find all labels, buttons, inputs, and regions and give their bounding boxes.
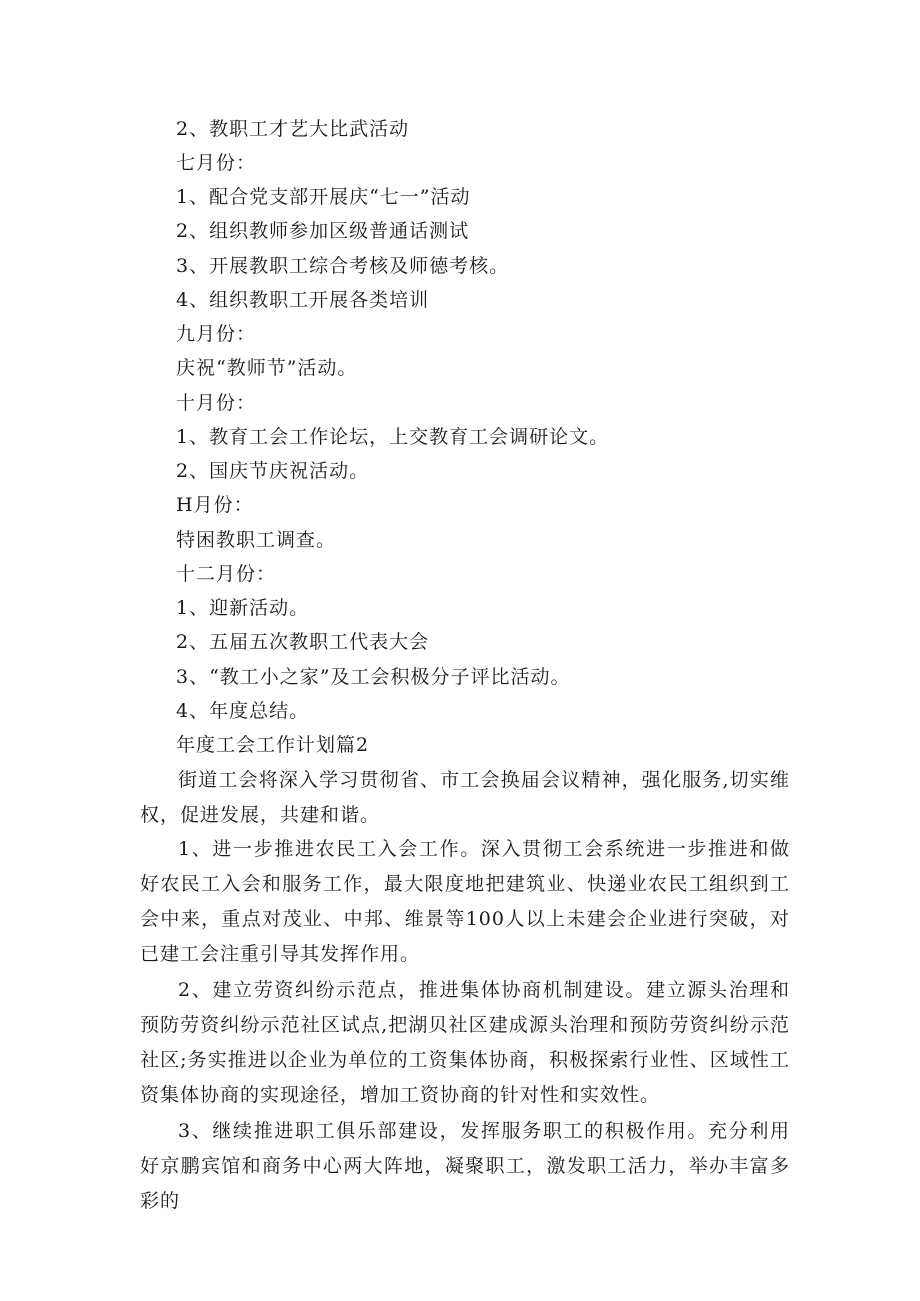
list-item: 1、教育工会工作论坛，上交教育工会调研论文。 <box>176 426 610 448</box>
body-paragraph: 3、继续推进职工俱乐部建设，发挥服务职工的积极作用。充分利用好京鹏宾馆和商务中心两大阵地，凝聚职工，激发职工活力，举办丰富多彩的 <box>140 1120 790 1212</box>
list-item: 1、迎新活动。 <box>176 597 310 619</box>
section-title: 年度工会工作计划篇2 <box>176 734 370 756</box>
list-item: 庆祝“教师节”活动。 <box>176 357 358 379</box>
month-heading-december: 十二月份： <box>176 563 277 585</box>
month-heading-november: H月份： <box>176 494 254 516</box>
body-paragraph: 街道工会将深入学习贯彻省、市工会换届会议精神，强化服务,切实维权，促进发展，共建和谐。 <box>140 769 790 826</box>
list-item: 2、组织教师参加区级普通话测试 <box>176 220 470 242</box>
list-item: 1、配合党支部开展庆“七一”活动 <box>176 186 471 208</box>
month-heading-september: 九月份： <box>176 323 257 345</box>
list-item: 3、“教工小之家”及工会积极分子评比活动。 <box>176 666 571 688</box>
body-paragraph: 1、进一步推进农民工入会工作。深入贯彻工会系统进一步推进和做好农民工入会和服务工作，最大限度地把建筑业、快递业农民工组织到工会中来，重点对茂业、中邦、维景等100人以上未建会企业进行突破，对已建工会注重引导其发挥作用。 <box>140 838 790 965</box>
list-item: 特困教职工调查。 <box>176 529 337 551</box>
list-item: 3、开展教职工综合考核及师德考核。 <box>176 255 510 277</box>
month-heading-october: 十月份： <box>176 392 257 414</box>
list-item: 2、教职工才艺大比武活动 <box>176 118 410 140</box>
month-heading-july: 七月份： <box>176 152 257 174</box>
list-item: 2、五届五次教职工代表大会 <box>176 631 430 653</box>
list-item: 4、年度总结。 <box>176 700 310 722</box>
list-item: 2、国庆节庆祝活动。 <box>176 460 370 482</box>
body-paragraph: 2、建立劳资纠纷示范点，推进集体协商机制建设。建立源头治理和预防劳资纠纷示范社区试点,把湖贝社区建成源头治理和预防劳资纠纷示范社区;务实推进以企业为单位的工资集体协商，积极探索行业性、区域性工资集体协商的实现途径，增加工资协商的针对性和实效性。 <box>140 979 790 1106</box>
list-item: 4、组织教职工开展各类培训 <box>176 289 430 311</box>
